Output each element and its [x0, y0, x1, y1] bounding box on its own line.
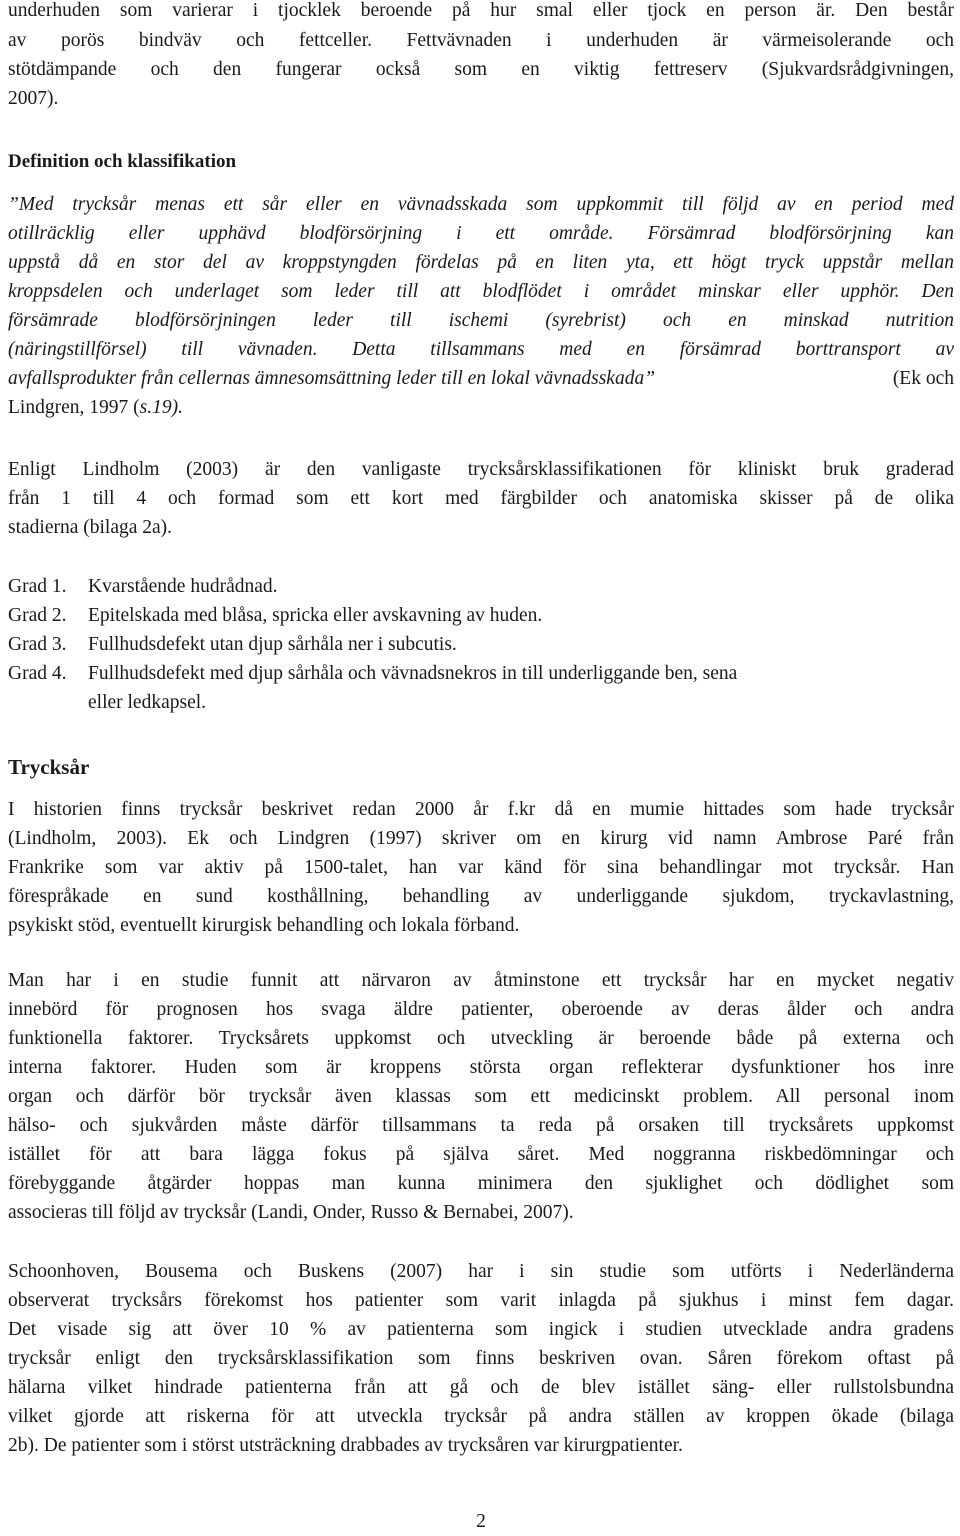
text-line: organ och därför bör trycksår även klassas som ett medicinskt problem. All personal inom [8, 1086, 954, 1107]
citation-author: Lindgren, 1997 ( [8, 397, 140, 418]
text-line: förebyggande åtgärder hoppas man kunna minimera den sjuklighet och dödlighet som [8, 1173, 954, 1194]
quote-line: kroppsdelen och underlaget som leder till att blodflödet i området minskar eller upphör. Den [8, 281, 954, 302]
grade-label: Grad 1. [8, 576, 67, 597]
text-line: Det visade sig att över 10 % av patienterna som ingick i studien utvecklade andra gradens [8, 1319, 954, 1340]
text-line: underhuden som varierar i tjocklek beroende på hur smal eller tjock en person är. Den består [8, 0, 954, 21]
grade-label: Grad 2. [8, 605, 67, 626]
grade-text: Fullhudsdefekt utan djup sårhåla ner i subcutis. [88, 634, 457, 655]
citation-line [8, 393, 954, 422]
grade-text: Kvarstående hudrådnad. [88, 576, 278, 597]
text-line: 2007). [8, 88, 59, 109]
text-line: Schoonhoven, Bousema och Buskens (2007) har i sin studie som utförts i Nederländerna [8, 1261, 954, 1282]
text-line: associeras till följd av trycksår (Landi, Onder, Russo & Bernabei, 2007). [8, 1202, 574, 1223]
citation-page: s.19). [139, 397, 183, 418]
text-line: förespråkade en sund kosthållning, behandling av underliggande sjukdom, tryckavlastning, [8, 886, 954, 907]
text-line: stadierna (bilaga 2a). [8, 517, 173, 538]
quote-line: uppstå då en stor del av kroppstyngden fördelas på en liten yta, ett högt tryck uppstår mellan [8, 252, 954, 273]
grade-label: Grad 3. [8, 634, 67, 655]
text-line: innebörd för prognosen hos svaga äldre patienter, oberoende av deras ålder och andra [8, 999, 954, 1020]
text-line: Frankrike som var aktiv på 1500-talet, han var känd för sina behandlingar mot trycksår. Han [8, 857, 954, 878]
text-line: av porös bindväv och fettceller. Fettvävnaden i underhuden är värmeisolerande och [8, 30, 954, 51]
text-line: funktionella faktorer. Trycksårets uppkomst och utveckling är beroende både på externa och [8, 1028, 954, 1049]
text-line: 2b). De patienter som i störst utsträckning drabbades av trycksåren var kirurgpatienter. [8, 1435, 683, 1456]
text-line: stötdämpande och den fungerar också som en viktig fettreserv (Sjukvardsrådgivningen, [8, 59, 954, 80]
text-line: (Lindholm, 2003). Ek och Lindgren (1997) skriver om en kirurg vid namn Ambrose Paré från [8, 828, 954, 849]
text-line: I historien finns trycksår beskrivet redan 2000 år f.kr då en mumie hittades som hade trycksår [8, 799, 954, 820]
section-heading-trycksar: Trycksår [8, 755, 90, 779]
citation: (Ek och [892, 368, 954, 389]
text-line: istället för att bara lägga fokus på själva såret. Med noggranna riskbedömningar och [8, 1144, 954, 1165]
text-line: Enligt Lindholm (2003) är den vanligaste trycksårsklassifikationen för kliniskt bruk graderad [8, 459, 954, 480]
text-line: Man har i en studie funnit att närvaron av åtminstone ett trycksår har en mycket negativ [8, 970, 954, 991]
quote-line: ”Med trycksår menas ett sår eller en vävnadsskada som uppkommit till följd av en period med [8, 194, 954, 215]
quote-line-with-citation [8, 364, 954, 393]
text-line: interna faktorer. Huden som är kroppens största organ reflekterar dysfunktioner hos inre [8, 1057, 954, 1078]
quote-line: otillräcklig eller upphävd blodförsörjning i ett område. Försämrad blodförsörjning kan [8, 223, 954, 244]
text-line: observerat trycksårs förekomst hos patienter som varit inlagda på sjukhus i minst fem dagar. [8, 1290, 954, 1311]
quote-text: avfallsprodukter från cellernas ämnesomsättning leder till en lokal vävnadsskada” [8, 368, 656, 389]
text-line: psykiskt stöd, eventuellt kirurgisk behandling och lokala förband. [8, 915, 520, 936]
quote-line: försämrade blodförsörjningen leder till ischemi (syrebrist) och en minskad nutrition [8, 310, 954, 331]
text-line: från 1 till 4 och formad som ett kort med färgbilder och anatomiska skisser på de olika [8, 488, 954, 509]
quote-line: (näringstillförsel) till vävnaden. Detta tillsammans med en försämrad borttransport av [8, 339, 954, 360]
grade-text: eller ledkapsel. [88, 692, 207, 713]
section-heading-definition: Definition och klassifikation [8, 151, 237, 172]
text-line: vilket gjorde att riskerna för att utveckla trycksår på andra ställen av kroppen ökade (bilaga [8, 1406, 954, 1427]
grade-label: Grad 4. [8, 663, 67, 684]
page-number: 2 [476, 1511, 486, 1532]
text-line: hälarna vilket hindrade patienterna från att gå och de blev istället säng- eller rullstolsbundna [8, 1377, 954, 1398]
text-line: trycksår enligt den trycksårsklassifikation som finns beskriven ovan. Såren förekom oftast på [8, 1348, 954, 1369]
grade-text: Fullhudsdefekt med djup sårhåla och vävnadsnekros in till underliggande ben, sena [88, 663, 738, 684]
text-line: hälso- och sjukvården måste därför tillsammans ta reda på orsaken till trycksårets uppkomst [8, 1115, 954, 1136]
grade-text: Epitelskada med blåsa, spricka eller avskavning av huden. [88, 605, 543, 626]
